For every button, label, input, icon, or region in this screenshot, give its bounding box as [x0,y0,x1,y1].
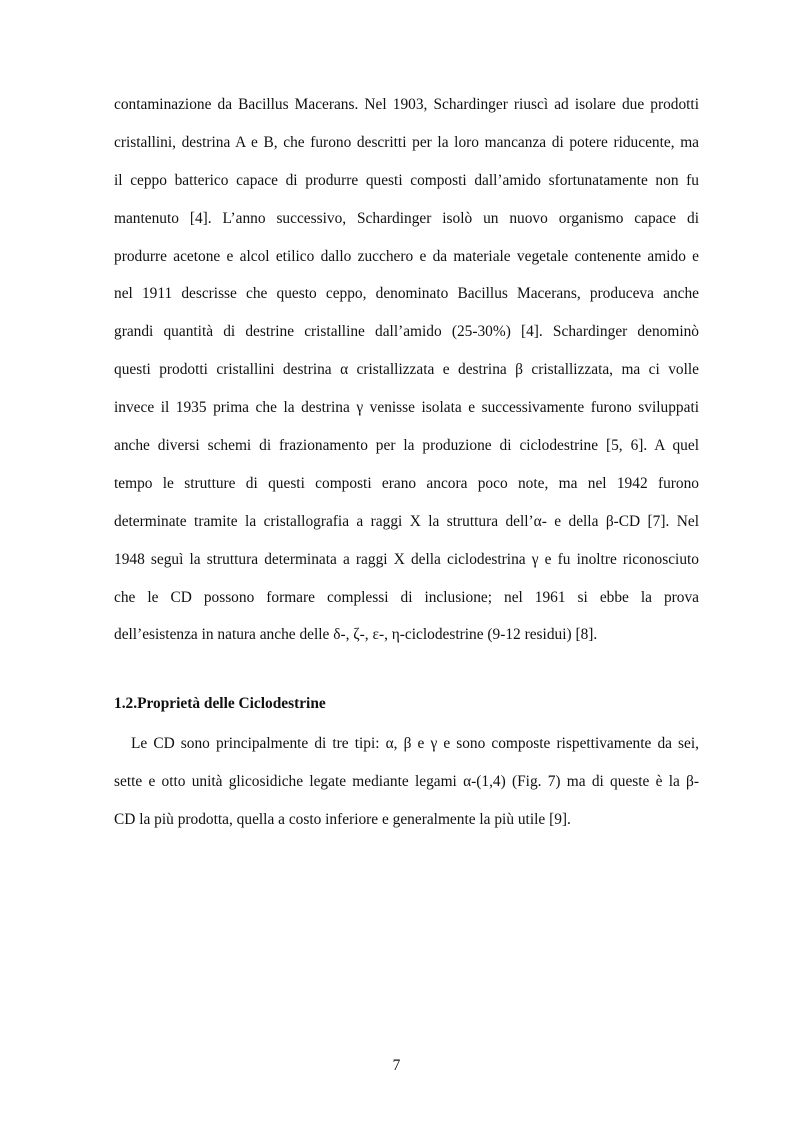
paragraph-line: 1948 seguì la struttura determinata a raggi X della ciclodestrina γ e fu inoltre riconosciuto [114,550,699,568]
paragraph-line: cristallini, destrina A e B, che furono descritti per la loro mancanza di potere riducente, ma [114,133,699,151]
paragraph-line: contaminazione da Bacillus Macerans. Nel 1903, Schardinger riuscì ad isolare due prodotti [114,96,699,113]
paragraph-line: Le CD sono principalmente di tre tipi: α, β e γ e sono composte rispettivamente da sei, [131,735,699,752]
paragraph-line: mantenuto [4]. L’anno successivo, Schardinger isolò un nuovo organismo capace di [114,209,699,227]
paragraph-line: dell’esistenza in natura anche delle δ-, ζ-, ε-, η-ciclodestrine (9-12 residui) [8]. [114,626,598,644]
paragraph-line: questi prodotti cristallini destrina α cristallizzata e destrina β cristallizzata, ma ci volle [114,361,699,379]
paragraph-line: sette e otto unità glicosidiche legate mediante legami α-(1,4) (Fig. 7) ma di queste è la β- [114,772,699,790]
paragraph-line: tempo le strutture di questi composti erano ancora poco note, ma nel 1942 furono [114,474,699,492]
paragraph-history [114,86,699,654]
section-heading: 1.2.Proprietà delle Ciclodestrine [114,695,326,712]
paragraph-line: nel 1911 descrisse che questo ceppo, denominato Bacillus Macerans, produceva anche [114,285,699,303]
page-number: 7 [392,1057,401,1074]
paragraph-line: produrre acetone e alcol etilico dallo zucchero e da materiale vegetale contenente amido e [114,247,699,265]
paragraph-line: anche diversi schemi di frazionamento per la produzione di ciclodestrine [5, 6]. A quel [114,437,699,455]
paragraph-line: invece il 1935 prima che la destrina γ venisse isolata e successivamente furono sviluppati [114,399,699,417]
paragraph-properties [114,725,699,839]
paragraph-line: che le CD possono formare complessi di inclusione; nel 1961 si ebbe la prova [114,588,699,606]
paragraph-line: grandi quantità di destrine cristalline dall’amido (25-30%) [4]. Schardinger denominò [114,323,699,341]
paragraph-line: determinate tramite la cristallografia a raggi X la struttura dell’α- e della β-CD [7]. Nel [114,512,699,530]
paragraph-line: CD la più prodotta, quella a costo inferiore e generalmente la più utile [9]. [114,810,571,828]
paragraph-line: il ceppo batterico capace di produrre questi composti dall’amido sfortunatamente non fu [114,171,699,189]
